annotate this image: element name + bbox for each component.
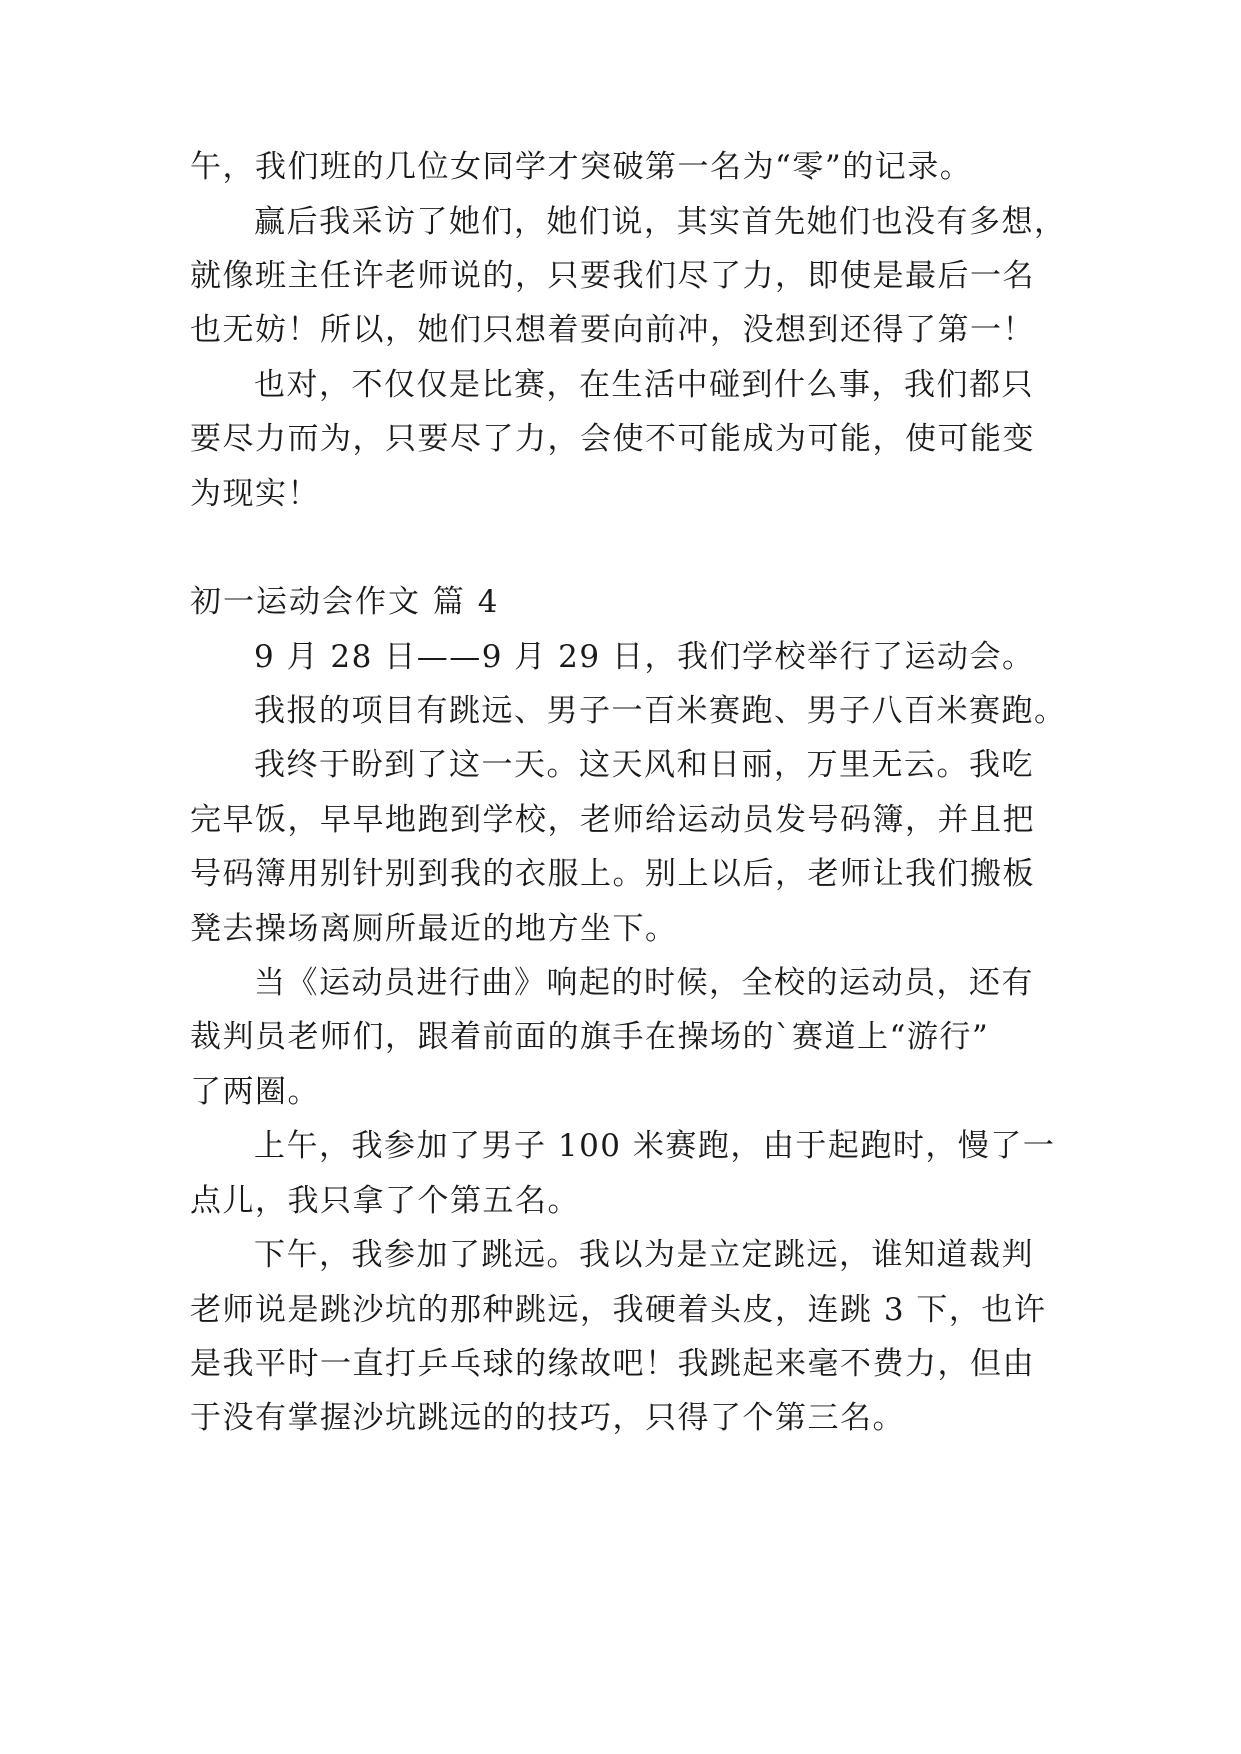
text-line: 上午，我参加了男子 100 米赛跑，由于起跑时，慢了一 — [254, 1128, 1056, 1164]
text-line: 9 月 28 日——9 月 29 日，我们学校举行了运动会。 — [254, 639, 1035, 675]
text-line: 也无妨！所以，她们只想着要向前冲，没想到还得了第一！ — [190, 312, 1035, 348]
text-line: 于没有掌握沙坑跳远的的技巧，只得了个第三名。 — [190, 1400, 905, 1436]
text-line: 是我平时一直打乒乓球的缘故吧！我跳起来毫不费力，但由 — [190, 1346, 1035, 1382]
text-line: 要尽力而为，只要尽了力，会使不可能成为可能，使可能变 — [190, 421, 1035, 457]
text-line: 完早饭，早早地跑到学校，老师给运动员发号码簿，并且把 — [190, 802, 1035, 838]
text-line: 号码簿用别针别到我的衣服上。别上以后，老师让我们搬板 — [190, 856, 1035, 892]
text-line: 也对，不仅仅是比赛，在生活中碰到什么事，我们都只 — [254, 367, 1034, 403]
text-line: 凳去操场离厕所最近的地方坐下。 — [190, 911, 678, 947]
text-line: 了两圈。 — [190, 1074, 320, 1110]
section-heading: 初一运动会作文 篇 4 — [190, 584, 500, 620]
text-line: 点儿，我只拿了个第五名。 — [190, 1183, 580, 1219]
text-line: 赢后我采访了她们，她们说，其实首先她们也没有多想， — [254, 204, 1067, 240]
text-line: 为现实！ — [190, 476, 320, 512]
text-line: 我报的项目有跳远、男子一百米赛跑、男子八百米赛跑。 — [254, 693, 1067, 729]
text-line: 下午，我参加了跳远。我以为是立定跳远，谁知道裁判 — [254, 1237, 1034, 1273]
text-line: 当《运动员进行曲》响起的时候，全校的运动员，还有 — [254, 965, 1034, 1001]
text-line: 就像班主任许老师说的，只要我们尽了力，即使是最后一名 — [190, 258, 1035, 294]
text-line: 老师说是跳沙坑的那种跳远，我硬着头皮，连跳 3 下，也许 — [190, 1292, 1047, 1328]
text-line: 裁判员老师们，跟着前面的旗手在操场的`赛道上“游行” — [190, 1019, 990, 1055]
text-line: 午，我们班的几位女同学才突破第一名为“零”的记录。 — [190, 149, 973, 185]
text-line: 我终于盼到了这一天。这天风和日丽，万里无云。我吃 — [254, 747, 1034, 783]
